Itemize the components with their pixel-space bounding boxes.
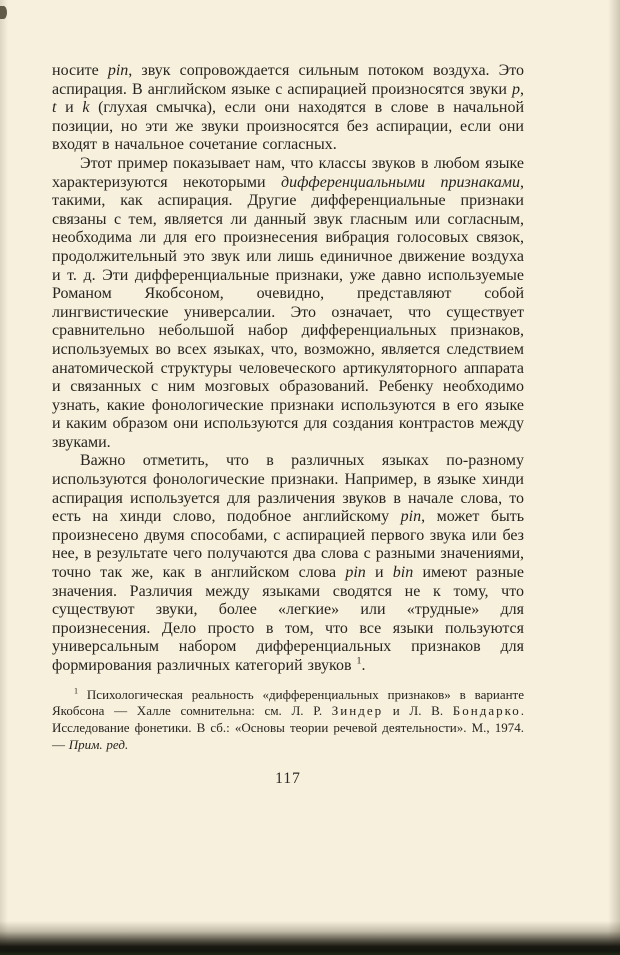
page-number: 117 — [275, 769, 301, 787]
paragraph-differential-features: Этот пример показывает нам, что классы звуков в любом языке характеризуются некоторыми дифференциальными признаками, такими, как аспирация. Другие дифференциальные признаки связаны с тем, является ли данный звук гласным или согласным, необходима ли для его произнесения вибрация голосовых связок, продолжительный это звук или лишь единичное движение воздуха и т. д. Эти дифференциальные признаки, уже давно используемые Романом Якобсоном, очевидно, представляют собой лингвистические универсалии. Это означает, что существует сравнительно небольшой набор дифференциальных признаков, используемых во всех языках, что, возможно, является следствием анатомической структуры человеческого артикуляторного аппарата и связанных с ним мозговых образований. Ребенку необходимо узнать, какие фонологические признаки используются в его языке и каким образом они используются для создания контрастов между звуками. — [52, 154, 525, 451]
scan-artifact-corner-mark — [0, 6, 7, 19]
main-text-block — [52, 62, 524, 676]
paragraph-languages-comparison: Важно отметить, что в различных языках по-разному используются фонологические признаки. Например, в языке хинди аспирация используется для различения звуков в начале слова, то есть на хинди слово, подобное английскому pin, может быть произнесено двумя способами, с аспирацией первого звука или без нее, в результате чего получаются два слова с разными значениями, точно так же, как в английском слова pin и bin имеют разные значения. Различия между языками сводятся не к тому, что существуют звуки, более «легкие» или «трудные» для произнесения. Дело просто в том, что все языки пользуются универсальным набором дифференциальных признаков для формирования различных категорий звуков $^1$. — [52, 452, 525, 674]
scan-edge-bottom — [0, 921, 620, 955]
paragraph-continuation: носите pin, звук сопровождается сильным потоком воздуха. Это аспирация. В английском языке с аспирацией произносятся звуки p, t и k (глухая смычка), если они находятся в слове в начальной позиции, но эти же звуки произносятся без аспирации, если они входят в начальное сочетание согласных. — [52, 62, 525, 154]
footnote: $^1$ Психологическая реальность «дифференциальных признаков» в варианте Якобсона — Халле сомнительна: см. Л. Р. Зиндер и Л. В. Бондарко. Исследование фонетики. В сб.: «Основы теории речевой деятельности». М., 1974. — Прим. ред. — [52, 686, 524, 752]
